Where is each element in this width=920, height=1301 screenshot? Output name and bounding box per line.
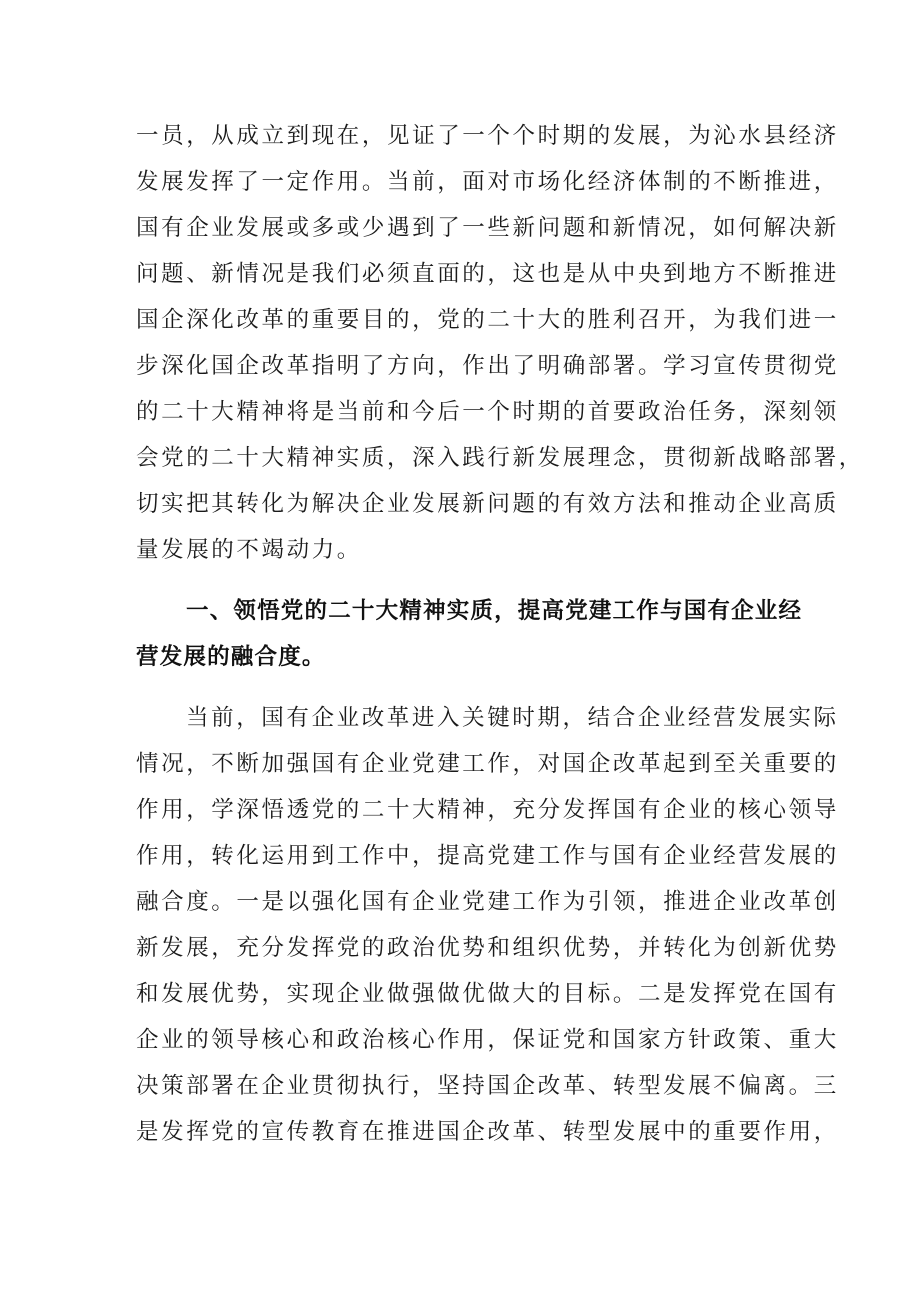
text-line: 国有企业发展或多或少遇到了一些新问题和新情况，如何解决新	[136, 215, 839, 241]
section-heading-line: 营发展的融合度。	[136, 644, 326, 670]
text-line: 作用，学深悟透党的二十大精神，充分发挥国有企业的核心领导	[136, 797, 839, 823]
text-line: 决策部署在企业贯彻执行，坚持国企改革、转型发展不偏离。三	[136, 1073, 839, 1099]
text-line: 量发展的不竭动力。	[136, 537, 362, 563]
text-line: 情况，不断加强国有企业党建工作，对国企改革起到至关重要的	[136, 751, 839, 777]
text-line: 当前，国有企业改革进入关键时期，结合企业经营发展实际	[186, 705, 839, 731]
text-line: 问题、新情况是我们必须直面的，这也是从中央到地方不断推进	[136, 261, 839, 287]
text-line: 新发展，充分发挥党的政治优势和组织优势，并转化为创新优势	[136, 935, 839, 961]
text-line: 的二十大精神将是当前和今后一个时期的首要政治任务，深刻领	[136, 399, 839, 425]
text-line: 发展发挥了一定作用。当前，面对市场化经济体制的不断推进，	[136, 169, 839, 195]
text-line: 国企深化改革的重要目的，党的二十大的胜利召开，为我们进一	[136, 307, 839, 333]
text-line: 一员，从成立到现在，见证了一个个时期的发展，为沁水县经济	[136, 123, 839, 149]
text-line: 会党的二十大精神实质，深入践行新发展理念，贯彻新战略部署，	[136, 445, 864, 471]
text-line: 是发挥党的宣传教育在推进国企改革、转型发展中的重要作用，	[136, 1119, 839, 1145]
text-line: 步深化国企改革指明了方向，作出了明确部署。学习宣传贯彻党	[136, 353, 839, 379]
text-line: 企业的领导核心和政治核心作用，保证党和国家方针政策、重大	[136, 1027, 839, 1053]
text-line: 作用，转化运用到工作中，提高党建工作与国有企业经营发展的	[136, 843, 839, 869]
text-line: 切实把其转化为解决企业发展新问题的有效方法和推动企业高质	[136, 491, 839, 517]
text-line: 融合度。一是以强化国有企业党建工作为引领，推进企业改革创	[136, 889, 839, 915]
text-line: 和发展优势，实现企业做强做优做大的目标。二是发挥党在国有	[136, 981, 839, 1007]
section-heading-line: 一、领悟党的二十大精神实质，提高党建工作与国有企业经	[186, 598, 803, 624]
